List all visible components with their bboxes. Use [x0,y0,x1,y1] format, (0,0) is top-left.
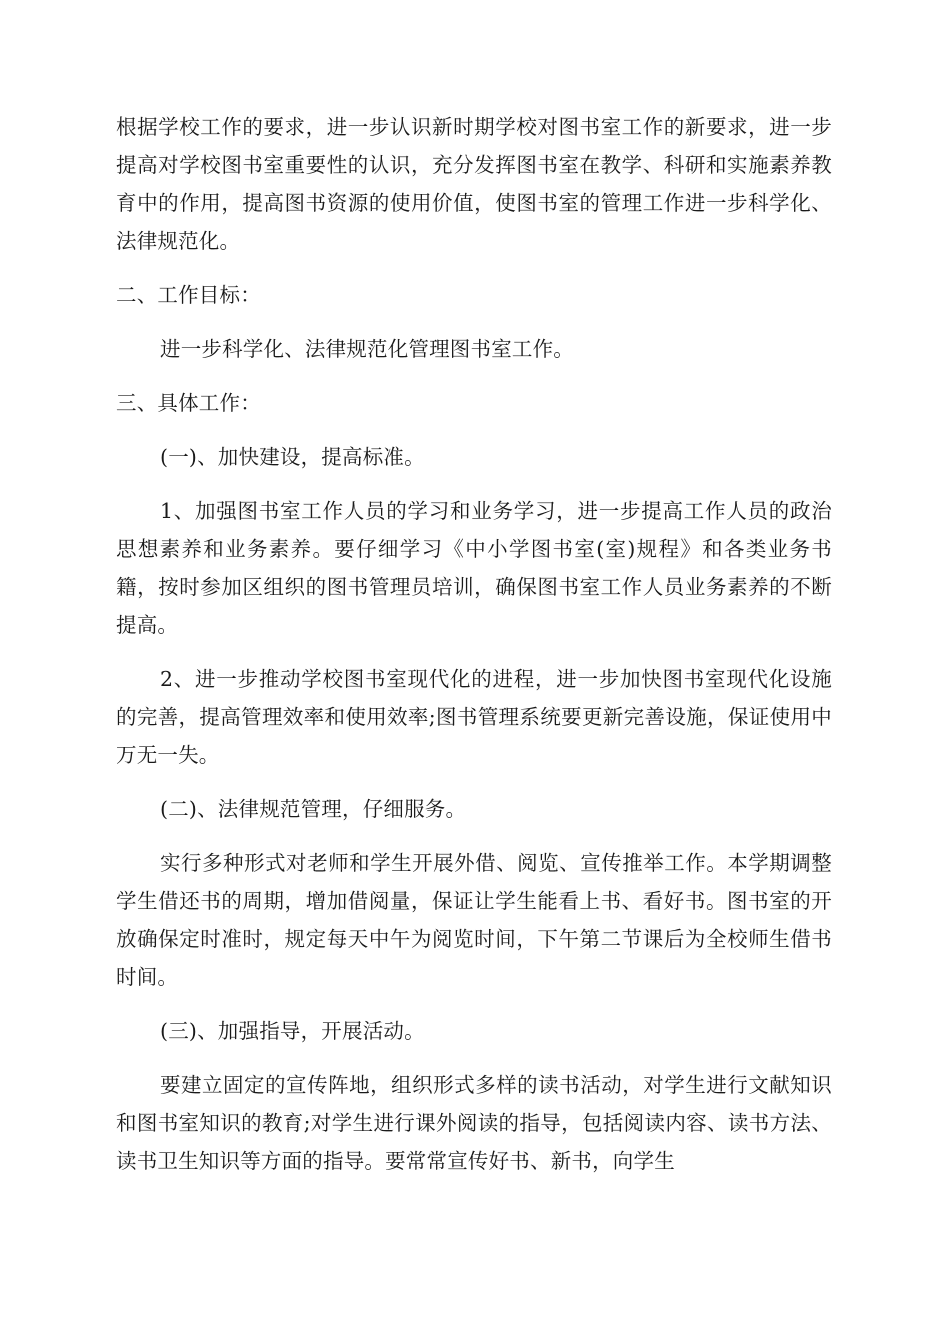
paragraph-lending: 实行多种形式对老师和学生开展外借、阅览、宣传推举工作。本学期调整学生借还书的周期，增加借阅量，保证让学生能看上书、看好书。图书室的开放确保定时准时，规定每天中午为阅览时间，下午第二节课后为全校师生借书时间。 [116,851,832,989]
subheading-management: (二)、法律规范管理，仔细服务。 [160,797,467,821]
paragraph-staff-training: 1、加强图书室工作人员的学习和业务学习，进一步提高工作人员的政治思想素养和业务素养。要仔细学习《中小学图书室(室)规程》和各类业务书籍，按时参加区组织的图书管理员培训，确保图书室工作人员业务素养的不断提高。 [116,499,832,637]
paragraph-activities: 要建立固定的宣传阵地，组织形式多样的读书活动，对学生进行文献知识和图书室知识的教育;对学生进行课外阅读的指导，包括阅读内容、读书方法、读书卫生知识等方面的指导。要常常宣传好书、新书，向学生 [116,1073,832,1173]
paragraph-modernization: 2、进一步推动学校图书室现代化的进程，进一步加快图书室现代化设施的完善，提高管理效率和使用效率;图书管理系统要更新完善设施，保证使用中万无一失。 [116,667,832,767]
paragraph-goals: 进一步科学化、法律规范化管理图书室工作。 [160,337,574,361]
paragraph-purpose: 根据学校工作的要求，进一步认识新时期学校对图书室工作的新要求，进一步提高对学校图书室重要性的认识，充分发挥图书室在教学、科研和实施素养教育中的作用，提高图书资源的使用价值，使图书室的管理工作进一步科学化、法律规范化。 [116,115,832,253]
subheading-guidance: (三)、加强指导，开展活动。 [160,1019,425,1043]
subheading-construction: (一)、加快建设，提高标准。 [160,445,425,469]
heading-tasks: 三、具体工作： [116,391,261,415]
document-body [116,108,832,1180]
heading-goals: 二、工作目标： [116,283,261,307]
